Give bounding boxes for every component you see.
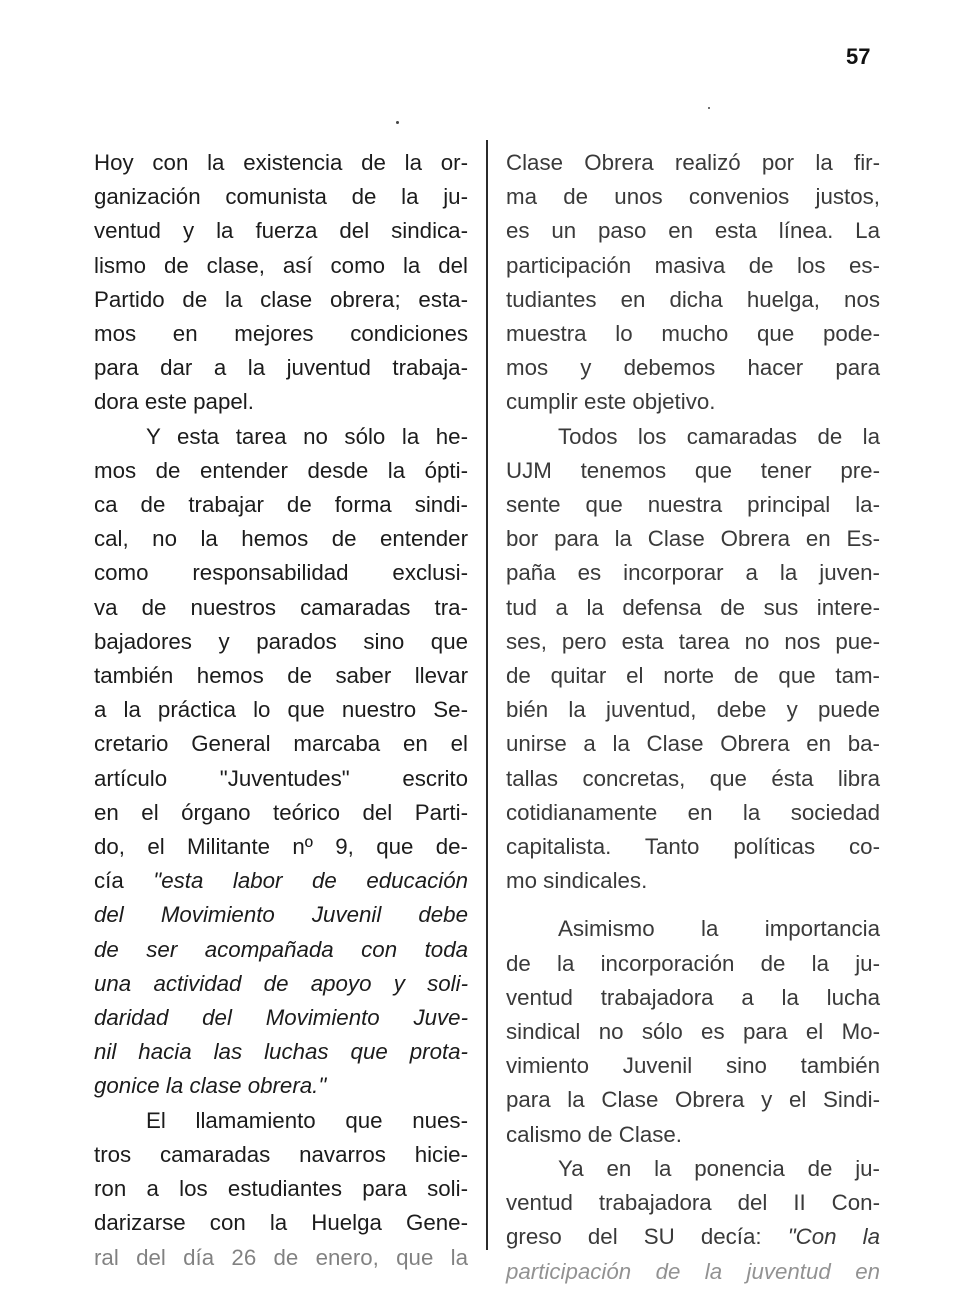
text-line: ca de trabajar de forma sindi- (94, 492, 468, 518)
text-line: cumplir este objetivo. (506, 389, 716, 415)
text-line: bor para la Clase Obrera en Es- (506, 526, 880, 552)
text-line: bajadores y parados sino que (94, 628, 468, 654)
page-number: 57 (846, 44, 871, 69)
text-line: cotidianamente en la sociedad (506, 799, 880, 825)
text-line: tudiantes en dicha huelga, nos (506, 286, 880, 312)
text-line: para dar a la juventud trabaja- (94, 355, 468, 381)
text-line: mos y debemos hacer para (506, 355, 880, 381)
left-column (94, 146, 468, 1275)
print-speck (396, 121, 399, 124)
text-line-mixed (94, 864, 468, 898)
column-divider (486, 140, 488, 1250)
text-line: darizarse con la Huelga Gene- (94, 1210, 468, 1236)
text-line: Clase Obrera realizó por la fir- (506, 150, 880, 175)
text-line: lismo de clase, así como la del (94, 252, 468, 278)
text-line: calismo de Clase. (506, 1121, 682, 1147)
text-line: El llamamiento que nues- (146, 1107, 468, 1133)
text-line: ral del día 26 de enero, que la (94, 1244, 468, 1270)
text-fragment: greso del SU decía: (506, 1224, 762, 1250)
text-line: como responsabilidad exclusi- (94, 560, 468, 586)
text-line: mo sindicales. (506, 868, 648, 894)
quote-fragment: "esta labor de educación (153, 868, 468, 894)
text-line: a la práctica lo que nuestro Se- (94, 697, 468, 723)
text-line: de quitar el norte de que tam- (506, 663, 880, 689)
text-line: va de nuestros camaradas tra- (94, 594, 468, 620)
paragraph-gap (506, 898, 880, 912)
text-line: Y esta tarea no sólo la he- (146, 423, 468, 449)
text-line: Hoy con la existencia de la or- (94, 150, 468, 175)
text-line: muestra lo mucho que pode- (506, 321, 880, 347)
text-line: cal, no la hemos de entender (94, 526, 468, 552)
right-column (506, 146, 880, 1289)
text-line: sente que nuestra principal la- (506, 492, 880, 518)
text-line: capitalista. Tanto políticas co- (506, 834, 880, 860)
text-line: Asimismo la importancia (558, 916, 880, 942)
quote-line: daridad del Movimiento Juve- (94, 1005, 468, 1031)
text-line: también hemos de saber llevar (94, 663, 468, 689)
text-line: ventud trabajadora del II Con- (506, 1190, 880, 1216)
text-line: para la Clase Obrera y el Sindi- (506, 1087, 880, 1113)
text-line: ventud trabajadora a la lucha (506, 984, 880, 1010)
quote-line: nil hacia las luchas que prota- (94, 1039, 468, 1065)
text-line: tud a la defensa de sus intere- (506, 594, 880, 620)
text-line: paña es incorporar a la juven- (506, 560, 880, 586)
text-line: bién la juventud, debe y puede (506, 697, 880, 723)
text-line: Todos los camaradas de la (558, 423, 880, 449)
print-speck (708, 107, 710, 109)
text-line: ses, pero esta tarea no nos pue- (506, 628, 880, 654)
text-line: do, el Militante nº 9, que de- (94, 834, 468, 860)
text-line: tallas concretas, que ésta libra (506, 765, 880, 791)
text-line: UJM tenemos que tener pre- (506, 457, 880, 483)
text-line: es un paso en esta línea. La (506, 218, 880, 244)
text-line: sindical no sólo es para el Mo- (506, 1019, 880, 1045)
text-fragment: cía (94, 868, 124, 894)
text-line: ron a los estudiantes para soli- (94, 1176, 468, 1202)
text-line: ma de unos convenios justos, (506, 184, 880, 210)
quote-line: una actividad de apoyo y soli- (94, 970, 468, 996)
text-line: en el órgano teórico del Parti- (94, 799, 468, 825)
text-line: mos de entender desde la ópti- (94, 457, 468, 483)
text-line: dora este papel. (94, 389, 254, 415)
text-line: participación masiva de los es- (506, 252, 880, 278)
quote-fragment: "Con la (787, 1224, 881, 1250)
text-line: unirse a la Clase Obrera en ba- (506, 731, 880, 757)
text-line: artículo "Juventudes" escrito (94, 765, 468, 791)
quote-line: gonice la clase obrera." (94, 1073, 327, 1099)
text-line: cretario General marcaba en el (94, 731, 468, 757)
quote-line: participación de la juventud en (506, 1258, 880, 1284)
text-line: tros camaradas navarros hicie- (94, 1141, 468, 1167)
text-line: ventud y la fuerza del sindica- (94, 218, 468, 244)
text-line: vimiento Juvenil sino también (506, 1053, 880, 1079)
text-line-mixed (506, 1220, 880, 1254)
quote-line: de ser acompañada con toda (94, 936, 468, 962)
text-line: mos en mejores condiciones (94, 321, 468, 347)
text-line: Partido de la clase obrera; esta- (94, 286, 468, 312)
quote-line: del Movimiento Juvenil debe (94, 902, 468, 928)
text-line: ganización comunista de la ju- (94, 184, 468, 210)
text-line: Ya en la ponencia de ju- (558, 1155, 880, 1181)
text-line: de la incorporación de la ju- (506, 950, 880, 976)
